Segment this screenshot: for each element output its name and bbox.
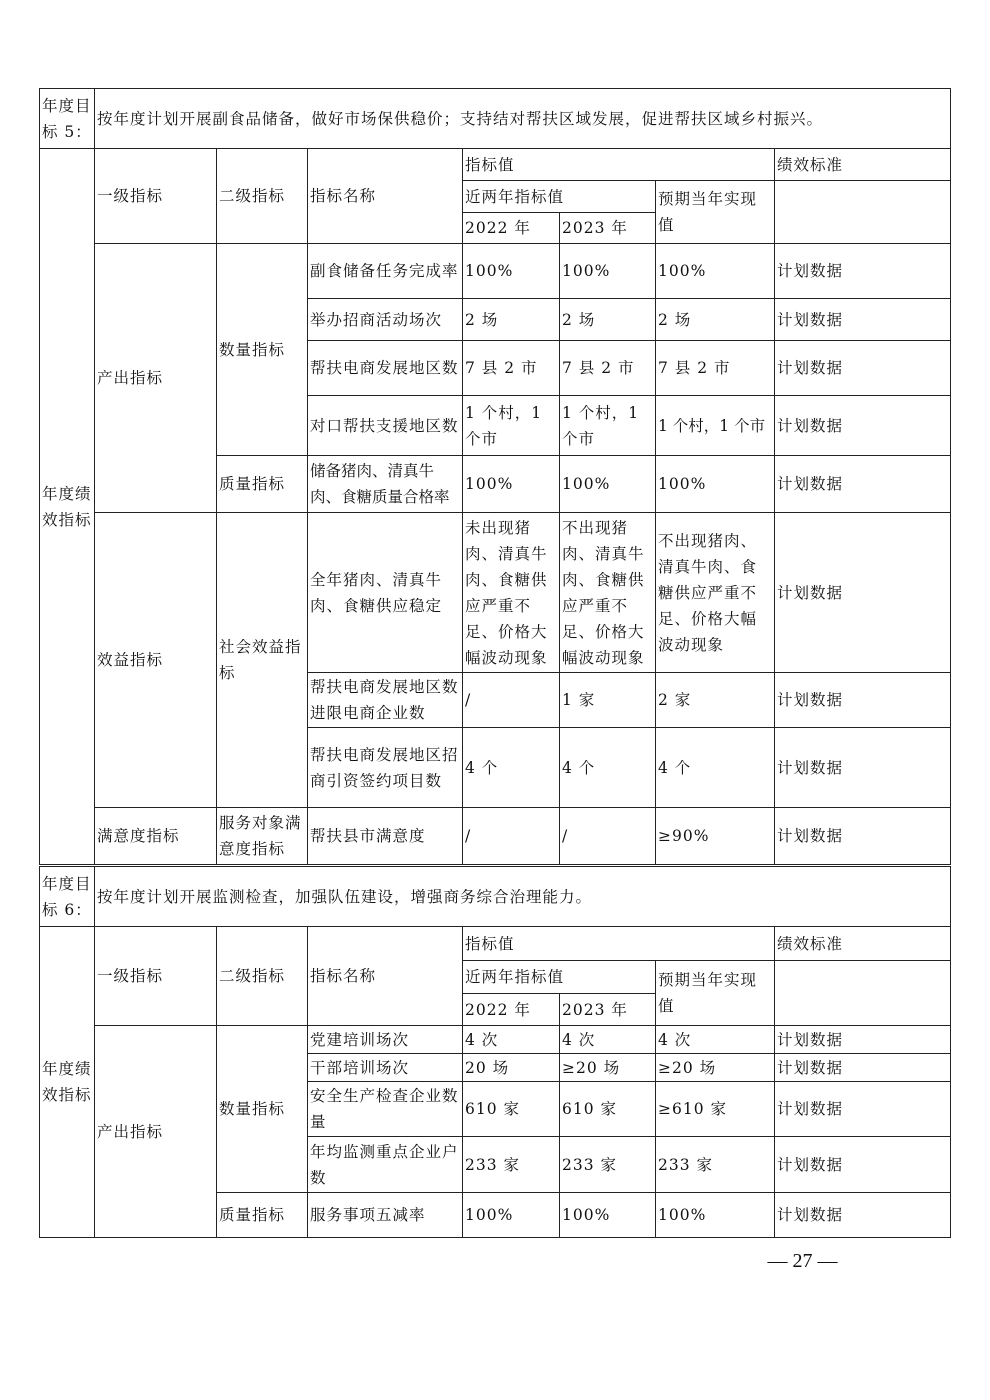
value-2022: 100% (463, 1193, 560, 1238)
value-expected: 100% (656, 1193, 775, 1238)
value-expected: ≥610 家 (656, 1082, 775, 1137)
value-standard: 计划数据 (775, 1082, 951, 1137)
header-standard-blank (775, 961, 951, 1026)
header-standard: 绩效标准 (775, 149, 951, 181)
header-level2: 二级指标 (217, 927, 308, 1026)
value-standard: 计划数据 (775, 1137, 951, 1193)
value-expected: ≥90% (656, 808, 775, 865)
value-2022: 100% (463, 244, 560, 299)
value-2022: 4 个 (463, 728, 560, 808)
indicator-name: 干部培训场次 (308, 1054, 463, 1082)
indicator-name: 副食储备任务完成率 (308, 244, 463, 299)
table-row (40, 1026, 951, 1054)
goal6-table (39, 866, 951, 1238)
value-2022: 1 个村，1 个市 (463, 396, 560, 456)
value-standard: 计划数据 (775, 1193, 951, 1238)
indicator-name: 帮扶电商发展地区招商引资签约项目数 (308, 728, 463, 808)
value-2022: 4 次 (463, 1026, 560, 1054)
goal-label: 年度目标 6： (40, 867, 95, 927)
value-2022: 233 家 (463, 1137, 560, 1193)
indicator-name: 对口帮扶支援地区数 (308, 396, 463, 456)
header-expected: 预期当年实现值 (656, 961, 775, 1026)
header-standard-blank (775, 181, 951, 244)
indicator-name: 服务事项五减率 (308, 1193, 463, 1238)
subcategory-quality: 质量指标 (217, 1193, 308, 1238)
value-2023: 4 次 (560, 1026, 656, 1054)
value-2023: 1 个村，1 个市 (560, 396, 656, 456)
value-2022: 7 县 2 市 (463, 341, 560, 396)
header-level1: 一级指标 (95, 149, 217, 244)
goal5-table (39, 88, 951, 865)
category-output: 产出指标 (95, 1026, 217, 1238)
table-row (40, 244, 951, 299)
value-expected: ≥20 场 (656, 1054, 775, 1082)
subcategory-quantity: 数量指标 (217, 1026, 308, 1193)
indicator-name: 党建培训场次 (308, 1026, 463, 1054)
value-standard: 计划数据 (775, 513, 951, 673)
value-2023: 100% (560, 244, 656, 299)
value-2022: 100% (463, 456, 560, 513)
value-standard: 计划数据 (775, 396, 951, 456)
value-2023: 4 个 (560, 728, 656, 808)
value-2022: / (463, 808, 560, 865)
subcategory-quality: 质量指标 (217, 456, 308, 513)
value-2022: 未出现猪肉、清真牛肉、食糖供应严重不足、价格大幅波动现象 (463, 513, 560, 673)
value-expected: 2 场 (656, 299, 775, 341)
header-value: 指标值 (463, 149, 775, 181)
category-benefit: 效益指标 (95, 513, 217, 808)
header-2022: 2022 年 (463, 213, 560, 244)
value-2023: ≥20 场 (560, 1054, 656, 1082)
value-2023: 2 场 (560, 299, 656, 341)
header-expected: 预期当年实现值 (656, 181, 775, 244)
value-standard: 计划数据 (775, 1054, 951, 1082)
value-standard: 计划数据 (775, 341, 951, 396)
category-output: 产出指标 (95, 244, 217, 513)
value-expected: 2 家 (656, 673, 775, 728)
value-2022: 2 场 (463, 299, 560, 341)
indicator-name: 年均监测重点企业户数 (308, 1137, 463, 1193)
value-2023: 233 家 (560, 1137, 656, 1193)
header-name: 指标名称 (308, 927, 463, 1026)
goal-label: 年度目标 5： (40, 89, 95, 149)
header-level1: 一级指标 (95, 927, 217, 1026)
header-value: 指标值 (463, 927, 775, 961)
value-standard: 计划数据 (775, 728, 951, 808)
category-satisfaction: 满意度指标 (95, 808, 217, 865)
value-standard: 计划数据 (775, 299, 951, 341)
value-expected: 233 家 (656, 1137, 775, 1193)
subcategory-social: 社会效益指标 (217, 513, 308, 808)
value-2022: / (463, 673, 560, 728)
value-2023: / (560, 808, 656, 865)
indicator-name: 储备猪肉、清真牛肉、食糖质量合格率 (308, 456, 463, 513)
header-recent: 近两年指标值 (463, 181, 656, 213)
indicator-name: 帮扶县市满意度 (308, 808, 463, 865)
header-standard: 绩效标准 (775, 927, 951, 961)
value-2023: 1 家 (560, 673, 656, 728)
value-2022: 20 场 (463, 1054, 560, 1082)
value-expected: 1 个村，1 个市 (656, 396, 775, 456)
header-2023: 2023 年 (560, 994, 656, 1026)
indicator-name: 全年猪肉、清真牛肉、食糖供应稳定 (308, 513, 463, 673)
table-row (40, 808, 951, 865)
indicator-name: 安全生产检查企业数量 (308, 1082, 463, 1137)
header-2022: 2022 年 (463, 994, 560, 1026)
indicator-name: 帮扶电商发展地区数进限电商企业数 (308, 673, 463, 728)
value-expected: 4 次 (656, 1026, 775, 1054)
value-expected: 100% (656, 244, 775, 299)
value-standard: 计划数据 (775, 808, 951, 865)
value-expected: 不出现猪肉、清真牛肉、食糖供应严重不足、价格大幅波动现象 (656, 513, 775, 673)
value-2023: 7 县 2 市 (560, 341, 656, 396)
value-2023: 610 家 (560, 1082, 656, 1137)
value-standard: 计划数据 (775, 1026, 951, 1054)
performance-label: 年度绩效指标 (40, 927, 95, 1238)
value-standard: 计划数据 (775, 244, 951, 299)
header-recent: 近两年指标值 (463, 961, 656, 994)
header-name: 指标名称 (308, 149, 463, 244)
value-expected: 4 个 (656, 728, 775, 808)
value-2023: 100% (560, 456, 656, 513)
performance-label: 年度绩效指标 (40, 149, 95, 865)
table-row (40, 513, 951, 673)
value-2023: 100% (560, 1193, 656, 1238)
subcategory-service-satisfaction: 服务对象满意度指标 (217, 808, 308, 865)
value-standard: 计划数据 (775, 456, 951, 513)
value-2022: 610 家 (463, 1082, 560, 1137)
value-expected: 7 县 2 市 (656, 341, 775, 396)
goal-text: 按年度计划开展监测检查，加强队伍建设，增强商务综合治理能力。 (95, 867, 951, 927)
header-level2: 二级指标 (217, 149, 308, 244)
value-2023: 不出现猪肉、清真牛肉、食糖供应严重不足、价格大幅波动现象 (560, 513, 656, 673)
indicator-name: 举办招商活动场次 (308, 299, 463, 341)
value-expected: 100% (656, 456, 775, 513)
value-standard: 计划数据 (775, 673, 951, 728)
page-number: — 27 — (767, 1250, 838, 1272)
goal-text: 按年度计划开展副食品储备，做好市场保供稳价；支持结对帮扶区域发展，促进帮扶区域乡村振兴。 (95, 89, 951, 149)
subcategory-quantity: 数量指标 (217, 244, 308, 456)
indicator-name: 帮扶电商发展地区数 (308, 341, 463, 396)
header-2023: 2023 年 (560, 213, 656, 244)
